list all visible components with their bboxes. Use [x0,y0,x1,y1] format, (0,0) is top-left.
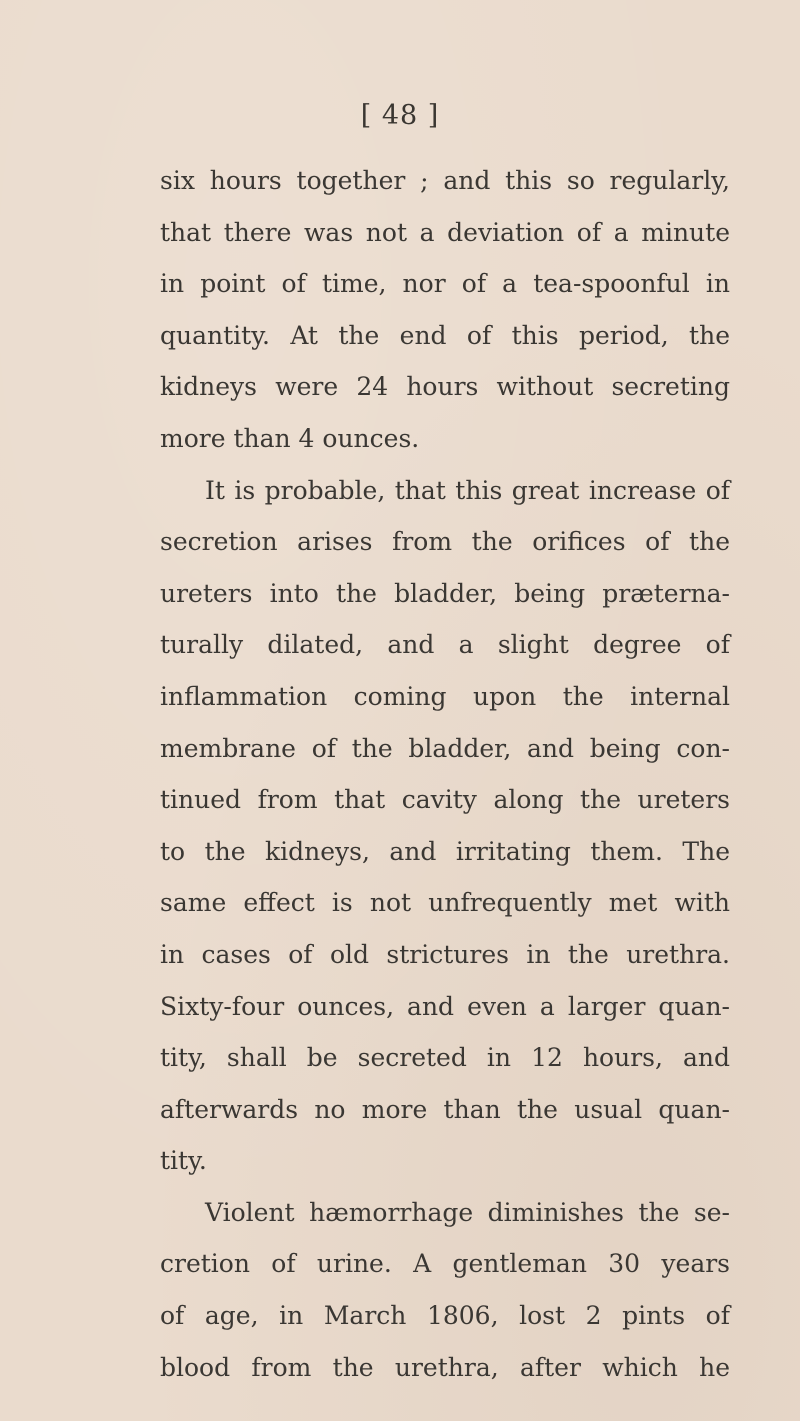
text-line: to the kidneys, and irritating them. The [160,836,730,866]
text-line: kidneys were 24 hours without secreting [160,372,730,402]
text-line: same effect is not unfrequently met with [160,888,730,918]
text-line: of age, in March 1806, lost 2 pints of [160,1301,730,1331]
page-number: [ 48 ] [360,100,440,131]
text-line: in point of time, nor of a tea-spoonful in [160,269,730,299]
text-line: in cases of old strictures in the urethra. [160,939,730,969]
text-line: inflammation coming upon the internal [160,681,730,711]
text-line: tity, shall be secreted in 12 hours, and [160,1043,730,1073]
body-text [160,155,730,1393]
text-line: turally dilated, and a slight degree of [160,630,730,660]
text-line: afterwards no more than the usual quan- [160,1094,730,1124]
text-line: It is probable, that this great increase of [205,475,730,505]
text-line: Violent hæmorrhage diminishes the se- [205,1197,730,1227]
text-line: membrane of the bladder, and being con- [160,733,730,763]
text-line: blood from the urethra, after which he [160,1352,730,1382]
paragraph-3 [160,1187,730,1393]
text-line: Sixty-four ounces, and even a larger quan- [160,991,730,1021]
text-line: tinued from that cavity along the ureters [160,785,730,815]
text-line: tity. [160,1146,207,1176]
text-line: more than 4 ounces. [160,423,420,453]
paragraph-1 [160,155,730,465]
text-line: quantity. At the end of this period, the [160,320,730,350]
text-line: ureters into the bladder, being præterna- [160,578,730,608]
paragraph-2 [160,465,730,1187]
text-line: six hours together ; and this so regularly, [160,166,730,195]
text-line: that there was not a deviation of a minute [160,217,730,247]
text-line: cretion of urine. A gentleman 30 years [160,1249,730,1279]
text-line: secretion arises from the orifices of the [160,527,730,557]
